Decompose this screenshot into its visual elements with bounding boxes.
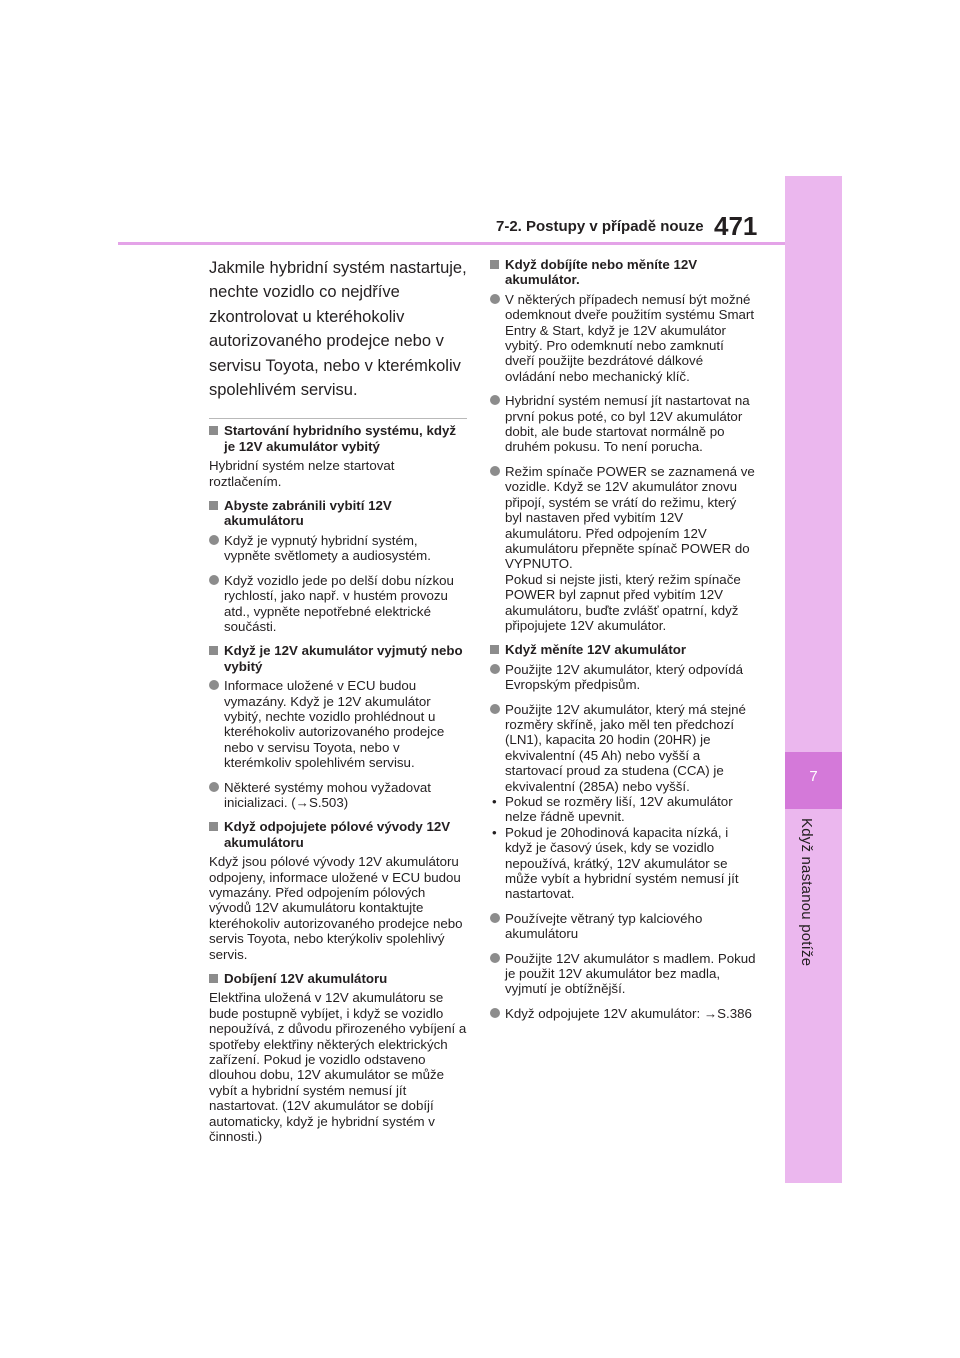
bullet-item [490,292,756,384]
bullet-text: V některých případech nemusí být možné odemknout dveře použitím systému Smart Entry & Start, když je 12V akumulátor vybitý. Pro odemknutí nebo zamknutí dveří použijte bezdrátové dálkové ovládání nebo mechanický klíč. [505,291,755,384]
bullet-continuation [490,572,756,634]
section-text: Když jsou pólové vývody 12V akumulátoru odpojeny, informace uložené v ECU budou vymazány. Před odpojením pólových vývodů 12V akumulátoru kontaktujte kteréhokoliv autorizovaného prodejce nebo servis Toyota, nebo kterýkoliv spolehlivý servis. [209,854,463,962]
bullet-text: Když je vypnutý hybridní systém, vypněte světlomety a audiosystém. [224,532,431,564]
section-startovani [209,423,467,489]
chapter-title: Když nastanou potíže [798,818,815,967]
bullet-item [209,533,467,564]
section-zabraneni-vybiti [209,498,467,634]
circle-bullet-icon [490,664,500,674]
bullet-item [490,702,756,794]
sub-bullet-text: Pokud se rozměry liší, 12V akumulátor nelze řádně upevnit. [505,794,733,825]
bullet-text: Pokud si nejste jisti, který režim spínače POWER byl zapnut před vybitím 12V akumulátoru, buďte zvlášť opatrní, když připojujete 12V akumulátor. [505,571,741,633]
circle-bullet-icon [490,1008,500,1018]
bullet-item [490,951,756,997]
square-bullet-icon [209,646,218,655]
bullet-item [490,1006,756,1021]
section-heading [209,971,467,986]
circle-bullet-icon [209,575,219,585]
section-heading [209,643,467,674]
circle-bullet-icon [490,704,500,714]
square-bullet-icon [209,426,218,435]
section-title: 7-2. Postupy v případě nouze [496,218,704,235]
circle-bullet-icon [209,535,219,545]
section-heading [209,498,467,529]
bullet-item [490,464,756,572]
bullet-group [490,702,756,902]
bullet-text: Používejte větraný typ kalciového akumulátoru [505,910,703,942]
section-text: Elektřina uložená v 12V akumulátoru se bude postupně vybíjet, i když se vozidlo nepoužívá, z důvodu přirozeného vybíjení a spotřeby elektřiny některých elektrických zařízení. Pokud je vozidlo odstaveno dlouhou dobu, 12V akumulátor se může vybít a hybridní systém nemusí jít nastartovat. (12V akumulátor se dobíjí automaticky, když je hybridní systém v činnosti.) [209,990,467,1145]
section-menite [490,642,756,1021]
section-vyjmuty [209,643,467,810]
bullet-item [209,573,467,635]
intro-divider [209,418,467,419]
right-column [490,257,756,1030]
section-heading [209,819,467,850]
header-divider [118,242,785,245]
section-heading [490,257,756,288]
bullet-item [209,678,467,770]
page-number: 471 [714,211,758,241]
bullet-text: Hybridní systém nemusí jít nastartovat na první pokus poté, co byl 12V akumulátor dobit, ale bude startovat normálně po druhém pokusu. To není porucha. [505,393,750,455]
square-bullet-icon [209,974,218,983]
square-bullet-icon [209,501,218,510]
section-text: Hybridní systém nelze startovat roztlačením. [209,458,395,489]
intro-paragraph: Jakmile hybridní systém nastartuje, nechte vozidlo co nejdříve zkontrolovat u kteréhokoliv autorizovaného prodejce nebo v servisu Toyota, nebo v kterémkoliv spolehlivém servisu. [209,259,467,400]
sub-bullet-item [490,794,756,825]
bullet-item [490,911,756,942]
section-heading-text: Abyste zabránili vybití 12V akumulátoru [224,498,392,529]
section-heading-text: Když je 12V akumulátor vyjmutý nebo vybitý [224,643,463,674]
circle-bullet-icon [490,395,500,405]
bullet-text: Když vozidlo jede po delší dobu nízkou rychlostí, jako např. v hustém provozu atd., vypněte nepotřebné elektrické součásti. [224,572,454,634]
section-heading-text: Startování hybridního systému, když je 12V akumulátor vybitý [224,423,457,454]
circle-bullet-icon [209,680,219,690]
chapter-number: 7 [809,768,818,785]
section-heading-text: Když měníte 12V akumulátor [505,642,687,658]
left-column [209,256,467,1154]
section-heading [209,423,467,454]
bullet-item [490,393,756,455]
bullet-group [490,464,756,633]
square-bullet-icon [209,822,218,831]
chapter-side-tab [785,176,842,1183]
sub-bullet-marker: • [492,794,497,809]
bullet-text: Některé systémy mohou vyžadovat inicializaci. (→S.503) [224,779,431,810]
section-heading-text: Když odpojujete pólové vývody 12V akumulátoru [224,819,451,850]
section-heading-text: Když dobíjíte nebo měníte 12V akumulátor. [505,257,698,288]
bullet-item [490,662,756,693]
bullet-text: Když odpojujete 12V akumulátor: →S.386 [505,1005,752,1021]
square-bullet-icon [490,645,499,654]
square-bullet-icon [490,260,499,269]
section-heading [490,642,756,657]
bullet-text: Informace uložené v ECU budou vymazány. Když je 12V akumulátor vybitý, nechte vozidlo prohlédnout u kteréhokoliv autorizovaného prodejce nebo v servisu Toyota, nebo v kterémkoliv spolehlivém servisu. [224,678,445,771]
circle-bullet-icon [490,466,500,476]
section-heading-text: Dobíjení 12V akumulátoru [224,971,388,987]
bullet-text: Použijte 12V akumulátor s madlem. Pokud je použit 12V akumulátor bez madla, vyjmutí je obtížnější. [505,950,756,997]
bullet-text: Použijte 12V akumulátor, který má stejné rozměry skříně, jako měl ten předchozí (LN1), kapacita 20 hodin (20HR) je ekvivalentní (45 Ah) nebo vyšší a startovací proud za studena (CCA) je ekvivalentní (285A) nebo vyšší. [505,701,746,794]
circle-bullet-icon [490,913,500,923]
sub-bullet-marker: • [492,824,497,840]
sub-bullet-text: Pokud je 20hodinová kapacita nízká, i když je časový úsek, kdy se vozidlo nepoužívá, krátký, 12V akumulátor se může vybít a hybridní systém nemusí jít nastartovat. [505,824,739,902]
bullet-text: Režim spínače POWER se zaznamená ve vozidle. Když se 12V akumulátor znovu připojí, systém se vrátí do režimu, který byl nastaven před vybitím 12V akumulátoru. Před odpojením 12V akumulátoru přepněte spínač POWER do VYPNUTO. [505,463,755,572]
circle-bullet-icon [490,294,500,304]
circle-bullet-icon [490,953,500,963]
bullet-item [209,780,467,811]
section-odpojovani [209,819,467,962]
section-dobijeni [209,971,467,1144]
sub-bullet-item [490,825,756,902]
bullet-text: Použijte 12V akumulátor, který odpovídá Evropským předpisům. [505,661,744,693]
section-dobijite-menite [490,257,756,633]
circle-bullet-icon [209,782,219,792]
